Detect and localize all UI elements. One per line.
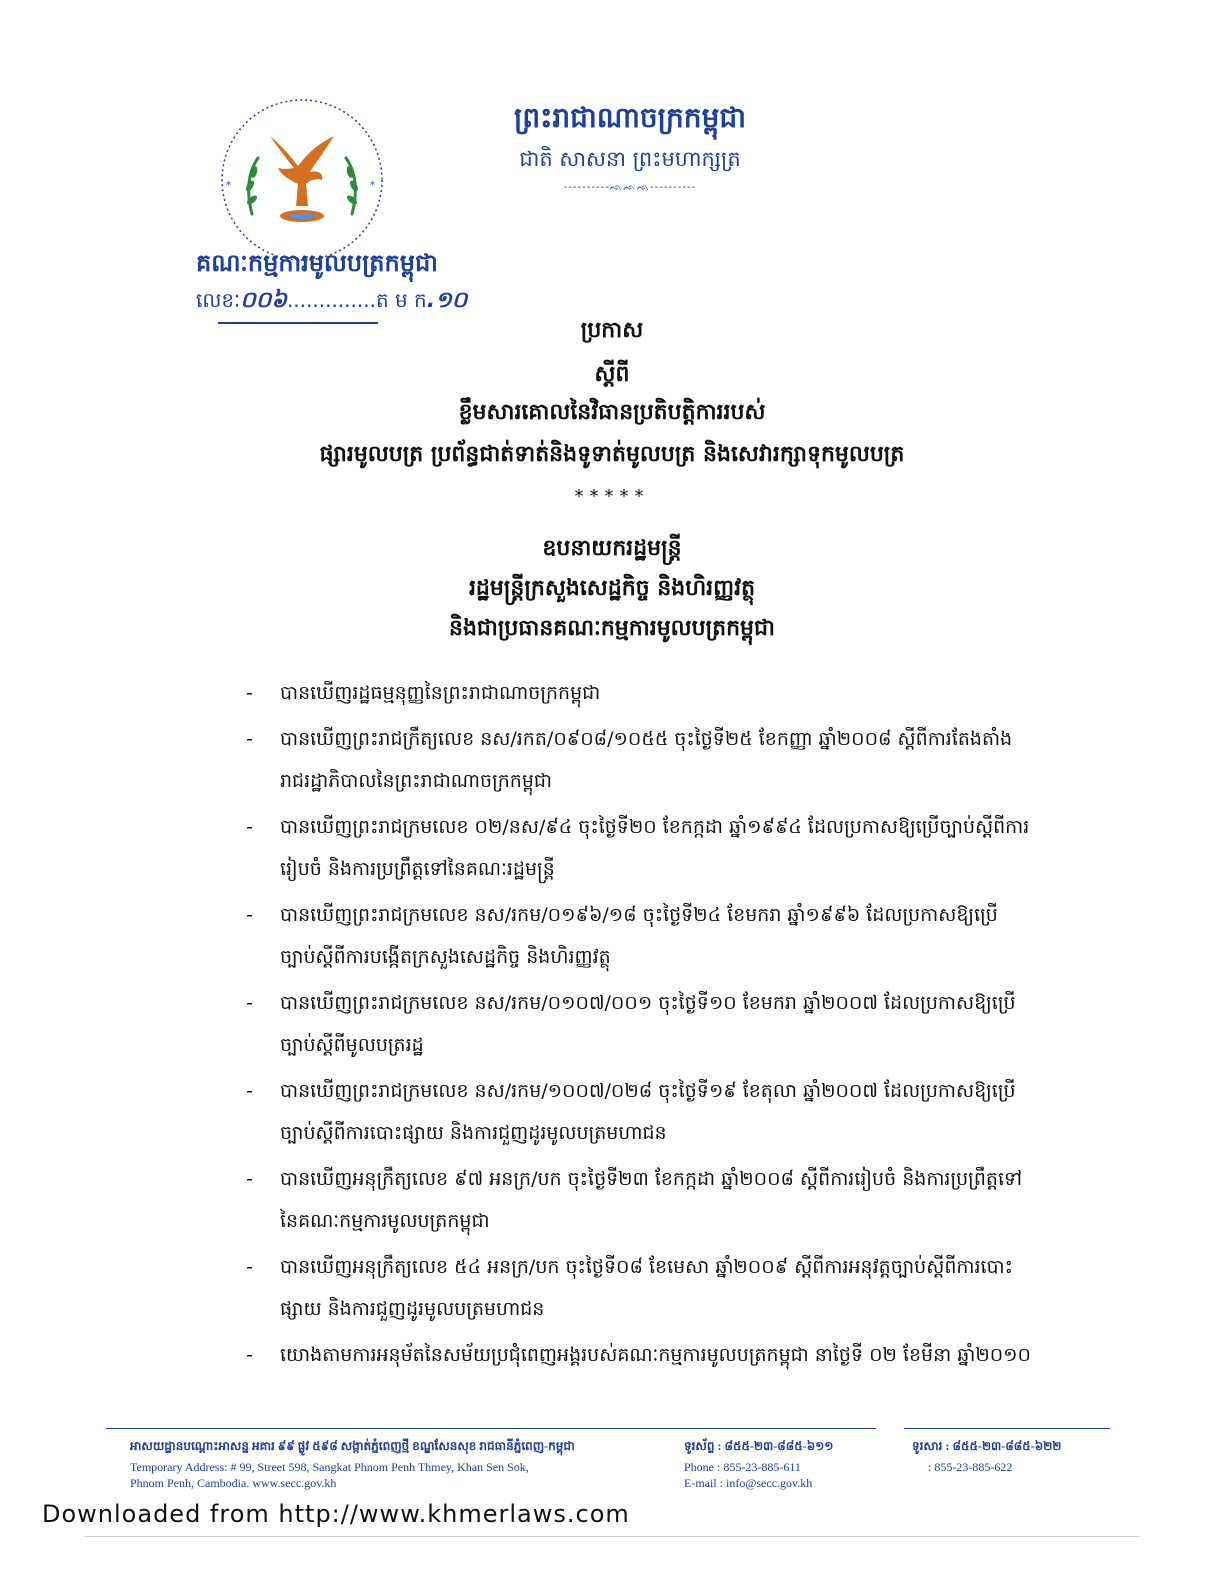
agency-name: គណៈកម្មការមូលបត្រកម្ពុជា	[196, 249, 438, 277]
national-motto: ជាតិ សាសនា ព្រះមហាក្សត្រ	[519, 147, 741, 171]
footer-divider	[904, 1428, 1110, 1429]
footer-address-en-2: Phnom Penh, Cambodia. www.secc.gov.kh	[130, 1476, 337, 1490]
signer-title-1: ឧបនាយករដ្ឋមន្ត្រី	[542, 536, 682, 561]
list-item: - បានឃើញអនុក្រឹត្យលេខ ៩៧ អនក្រ/បក ចុះថ្ងៃទី២៣ ខែកក្កដា ឆ្នាំ២០០៨ ស្តីពីការរៀបចំ និងការប្រព្រឹត្តទៅនៃគណៈកម្មការមូលបត្រកម្ពុជា	[246, 1168, 1023, 1232]
footer-address-en: Temporary Address: # 99, Street 598, Sangkat Phnom Penh Thmey, Khan Sen Sok,	[130, 1460, 529, 1474]
considerations-list	[246, 672, 1032, 1380]
bottom-divider	[84, 1536, 1140, 1537]
document-type: ប្រកាស	[580, 318, 644, 343]
list-item: - បានឃើញព្រះរាជក្រមលេខ នស/រកម/០១០៧/០០១ ចុះថ្ងៃទី១០ ខែមករា ឆ្នាំ២០០៧ ដែលប្រកាសឱ្យប្រើច្បាប់ស្តីពីមូលបត្ររដ្ឋ	[246, 992, 1016, 1056]
footer-divider	[106, 1428, 876, 1429]
footer-fax-kh: ទូរសារ : ៨៥៥-២៣-៨៨៥-៦២២	[912, 1439, 1062, 1453]
ref-number: ០០៦	[240, 288, 287, 313]
svg-text:*: *	[370, 180, 375, 191]
list-item: - បានឃើញព្រះរាជក្រមលេខ នស/រកម/១០០៧/០២៨ ចុះថ្ងៃទី១៩ ខែតុលា ឆ្នាំ២០០៧ ដែលប្រកាសឱ្យប្រើច្បាប់ស្តីពីការបោះផ្សាយ និងការជួញដូរមូលបត្រមហាជន	[246, 1080, 1016, 1144]
footer-phone-kh: ទូរស័ព្ទ : ៨៥៥-២៣-៨៨៥-៦១១	[684, 1439, 834, 1453]
signer-title-2: រដ្ឋមន្ត្រីក្រសួងសេដ្ឋកិច្ច និងហិរញ្ញវត្ថុ	[468, 576, 756, 601]
svg-text:*: *	[226, 180, 231, 191]
list-item: - យោងតាមការអនុម័តនៃសម័យប្រជុំពេញអង្គរបស់គណៈកម្មការមូលបត្រកម្ពុជា នាថ្ងៃទី ០២ ខែមីនា ឆ្នាំ២០១០	[246, 1344, 1031, 1366]
footer-address-kh: អាសយដ្ឋានបណ្តោះអាសន្ន អគារ ៩៩ ផ្លូវ ៥៩៨ សង្កាត់ភ្នំពេញថ្មី ខណ្ឌសែនសុខ រាជធានីភ្នំពេញ-កម្ពុជា	[130, 1439, 575, 1453]
reference-number	[196, 286, 467, 318]
about-label: ស្តីពី	[594, 362, 630, 387]
list-item: - បានឃើញរដ្ឋធម្មនុញ្ញនៃព្រះរាជាណាចក្រកម្ពុជា	[246, 682, 601, 704]
kingdom-heading: ព្រះរាជាណាចក្រកម្ពុជា	[513, 101, 746, 134]
subject-line-1: ខ្លឹមសារគោលនៃវិធានប្រតិបត្តិការរបស់	[458, 400, 766, 425]
list-item: - បានឃើញព្រះរាជក្រមលេខ ០២/នស/៩៤ ចុះថ្ងៃទី២០ ខែកក្កដា ឆ្នាំ១៩៩៤ ដែលប្រកាសឱ្យប្រើច្បាប់ស្តីពីការរៀបចំ និងការប្រព្រឹត្តទៅនៃគណៈរដ្ឋមន្ត្រី	[246, 816, 1030, 880]
commission-seal	[218, 96, 386, 264]
ref-suffix: ត ម ក	[375, 288, 427, 312]
separator-stars: *****	[574, 486, 650, 507]
ref-year: .១០	[426, 288, 468, 313]
motto-ornament: ----------ᨒᨒᨒ----------	[563, 182, 697, 193]
footer-phone-en: Phone : 855-23-885-611	[684, 1460, 801, 1474]
download-watermark: Downloaded from http://www.khmerlaws.com	[42, 1500, 630, 1528]
list-item: - បានឃើញអនុក្រឹត្យលេខ ៥៤ អនក្រ/បក ចុះថ្ងៃទី០៨ ខែមេសា ឆ្នាំ២០០៩ ស្តីពីការអនុវត្តច្បាប់ស្តីពីការបោះផ្សាយ និងការជួញដូរមូលបត្រមហាជន	[246, 1256, 1013, 1320]
signer-title-3: និងជាប្រធានគណៈកម្មការមូលបត្រកម្ពុជា	[449, 616, 775, 641]
list-item: - បានឃើញព្រះរាជក្រឹត្យលេខ នស/រកត/០៩០៨/១០៥៥ ចុះថ្ងៃទី២៥ ខែកញ្ញា ឆ្នាំ២០០៨ ស្តីពីការតែងតាំងរាជរដ្ឋាភិបាលនៃព្រះរាជាណាចក្រកម្ពុជា	[246, 728, 1013, 792]
subject-line-2: ផ្សារមូលបត្រ ប្រព័ន្ធជាត់ទាត់និងទូទាត់មូលបត្រ និងសេវារក្សាទុកមូលបត្រ	[319, 442, 905, 467]
footer-fax-en: : 855-23-885-622	[928, 1460, 1013, 1474]
footer-email: E-mail : info@secc.gov.kh	[684, 1476, 813, 1490]
ref-dots: ..............	[286, 288, 376, 312]
seal-emblem-icon	[218, 96, 386, 264]
list-item: - បានឃើញព្រះរាជក្រមលេខ នស/រកម/០១៩៦/១៨ ចុះថ្ងៃទី២៤ ខែមករា ឆ្នាំ១៩៩៦ ដែលប្រកាសឱ្យប្រើច្បាប់ស្តីពីការបង្កើតក្រសួងសេដ្ឋកិច្ច និងហិរញ្ញវត្ថុ	[246, 904, 998, 968]
ref-label: លេខៈ	[196, 288, 241, 312]
